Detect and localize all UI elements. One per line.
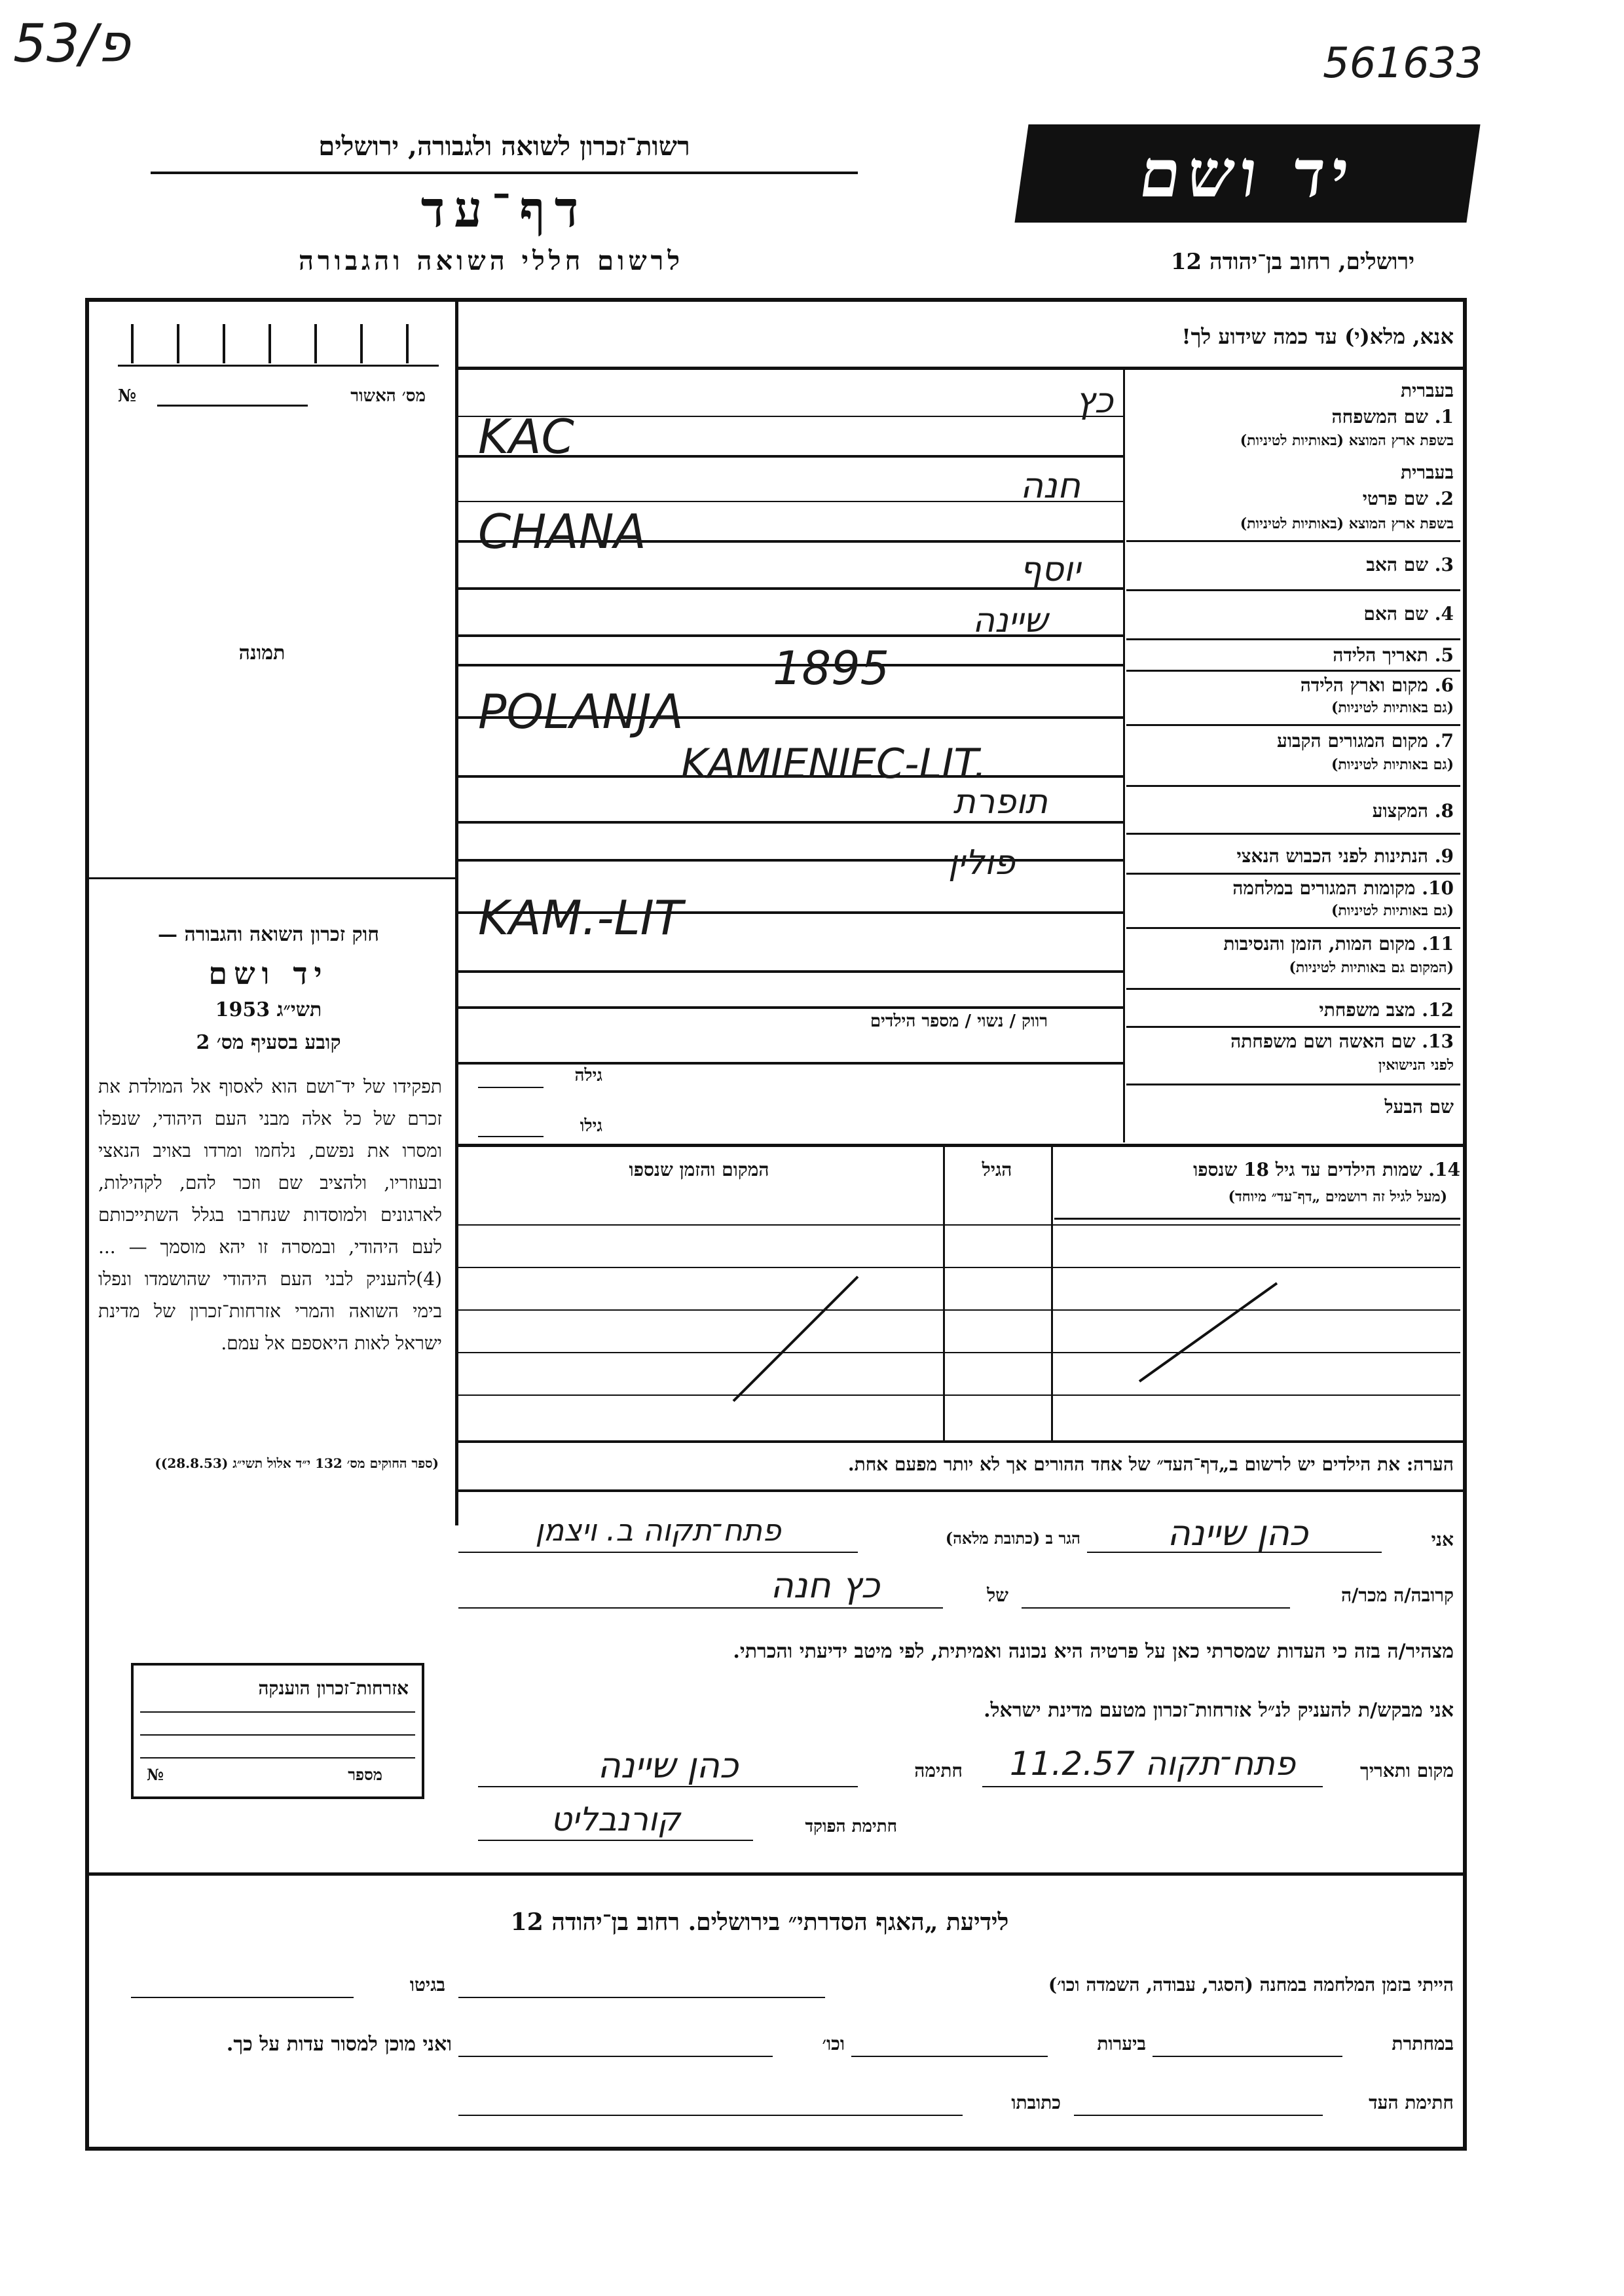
surname-latin-value: KAC bbox=[478, 409, 574, 464]
field-12 bbox=[1126, 988, 1460, 1026]
field-2-hebrew-tag: בעברית bbox=[1400, 462, 1454, 483]
approval-number-suffix: № bbox=[118, 386, 137, 406]
field-5-num: 5. bbox=[1434, 644, 1454, 666]
field-10-num: 10. bbox=[1422, 877, 1454, 899]
file-reference-note: 53/פ bbox=[13, 13, 130, 74]
stamp-number-label: מספר bbox=[348, 1765, 382, 1784]
father-name-value: יוסף bbox=[1020, 550, 1080, 589]
field-6-label: מקום וארץ הלידה bbox=[1300, 674, 1429, 696]
field-8-num: 8. bbox=[1434, 800, 1454, 822]
law-year-hebrew: תשי״ג bbox=[276, 998, 322, 1021]
bottom-willing-testify: ואני מוכן למסור עדות על כך. bbox=[226, 2033, 452, 2056]
children-section-label: שמות הילדים עד גיל 18 שנספו bbox=[1193, 1159, 1422, 1180]
declaration-text: מצהיר/ה בזה כי העדות שמסרתי כאן על פרטיה היא נכונה ואמיתית, לפי מיטב ידיעתי והכרתי. bbox=[733, 1640, 1454, 1663]
field-9-num: 9. bbox=[1434, 845, 1454, 867]
field-5-label: תאריך הלידה bbox=[1333, 644, 1429, 666]
field-5 bbox=[1126, 638, 1460, 670]
field-13-num: 13. bbox=[1422, 1030, 1454, 1052]
approval-number-label: מס׳ האשור bbox=[350, 386, 426, 406]
field-husband-label: שם הבעל bbox=[1384, 1096, 1454, 1118]
witness-address-label: כתובתו bbox=[1011, 2092, 1061, 2113]
form-title: דף־עד bbox=[420, 180, 588, 238]
field-3 bbox=[1126, 540, 1460, 589]
header-address: ירושלים, רחוב בן־יהודה 12 bbox=[1170, 249, 1414, 275]
field-7 bbox=[1126, 724, 1460, 785]
citizenship-granted-box bbox=[131, 1663, 424, 1799]
field-7-sub: (גם באותיות לטיניות) bbox=[1331, 756, 1454, 773]
signature-value: כהן שיינה bbox=[597, 1745, 739, 1786]
field-11-label: מקום המות, הזמן והנסיבות bbox=[1223, 933, 1416, 955]
field-1-label: שם המשפחה bbox=[1331, 406, 1429, 428]
org-name: רשות־זכרון לשואה ולגבורה, ירושלים bbox=[318, 131, 690, 162]
birth-place-value: POLANJA bbox=[478, 684, 684, 739]
wife-age-label: גילה bbox=[574, 1066, 602, 1085]
citizenship-value: פולין bbox=[948, 843, 1015, 883]
law-year bbox=[98, 998, 439, 1021]
declarant-residence-value: פתח־תקוה ב. ויצמן bbox=[535, 1512, 781, 1548]
form-heading: אנא, מלא(י) עד כמה שידוע לך! bbox=[1181, 324, 1454, 349]
wartime-residence-value: KAM.-LIT bbox=[478, 890, 683, 945]
field-4-label: שם האם bbox=[1363, 603, 1429, 625]
field-6 bbox=[1126, 670, 1460, 724]
children-section-sub: (מעל לגיל זה רושמים „דף־עד״ מיוחד) bbox=[1228, 1188, 1447, 1205]
place-date-value: פתח־תקוה 11.2.57 bbox=[1009, 1745, 1296, 1783]
place-date-label: מקום ותאריך bbox=[1359, 1760, 1454, 1781]
citizenship-granted-title: אזרחות־זכרון הוענקה bbox=[258, 1677, 409, 1699]
field-13-sub: לפני הנישואין bbox=[1378, 1057, 1454, 1074]
field-10-label: מקומות המגורים במלחמה bbox=[1232, 877, 1416, 899]
signature-label: חתימה bbox=[914, 1760, 963, 1781]
field-4 bbox=[1126, 589, 1460, 638]
form-subtitle: לרשום חללי השואה והגבורה bbox=[298, 246, 684, 276]
officer-signature-value: קורנבליט bbox=[550, 1800, 681, 1838]
yad-vashem-logo bbox=[1014, 124, 1480, 223]
field-2 bbox=[1126, 455, 1460, 540]
field-7-num: 7. bbox=[1434, 730, 1454, 752]
field-8 bbox=[1126, 785, 1460, 833]
bottom-etc-label: וכו׳ bbox=[822, 2033, 845, 2054]
field-12-label: מצב משפחתי bbox=[1319, 999, 1416, 1021]
approval-boxes bbox=[118, 324, 439, 367]
of-label: של bbox=[987, 1584, 1008, 1606]
officer-signature-label: חתימת הפוקד bbox=[805, 1817, 897, 1836]
bottom-section-title: לידיעת „האגף הסדרתי״ בירושלים. רחוב בן־יהודה 12 bbox=[510, 1908, 1009, 1936]
law-year-number: 1953 bbox=[215, 998, 270, 1021]
mother-name-value: שיינה bbox=[972, 601, 1048, 640]
bottom-forests-label: ביערות bbox=[1097, 2033, 1146, 2054]
field-1-sub: בשפת ארץ המוצא (באותיות לטיניות) bbox=[1240, 432, 1454, 449]
given-name-latin-value: CHANA bbox=[478, 504, 646, 559]
field-8-label: המקצוע bbox=[1372, 800, 1429, 822]
relative-label: קרובה/ה מכר/ה bbox=[1341, 1584, 1454, 1606]
declarant-residence-label: הגר ב (כתובת מלאה) bbox=[945, 1529, 1080, 1548]
children-section-title bbox=[1054, 1159, 1460, 1181]
deceased-name-ref-value: כץ חנה bbox=[770, 1565, 880, 1606]
field-husband bbox=[1126, 1084, 1460, 1125]
given-name-hebrew-value: חנה bbox=[1020, 465, 1080, 506]
children-section-num: 14. bbox=[1428, 1159, 1460, 1180]
field-4-num: 4. bbox=[1434, 603, 1454, 625]
field-9 bbox=[1126, 833, 1460, 873]
marital-status-options: רווק / נשוי / מספר הילדים bbox=[870, 1011, 1048, 1031]
field-1-hebrew-tag: בעברית bbox=[1400, 380, 1454, 401]
field-6-sub: (גם באותיות לטיניות) bbox=[1331, 699, 1454, 716]
children-strike-marks bbox=[720, 1264, 1375, 1427]
stamp-number-suffix: № bbox=[147, 1765, 164, 1784]
law-clause: קובע בסעיף מס׳ 2 bbox=[196, 1031, 341, 1054]
bottom-line1-text: הייתי בזמן המלחמה במחנה (הסגר, עבודה, השמדה וכו׳) bbox=[1048, 1974, 1454, 1995]
field-11-sub: (המקום גם באותיות לטיניות) bbox=[1289, 959, 1454, 976]
field-2-label: שם פרטי bbox=[1362, 488, 1429, 509]
field-7-label: מקום המגורים הקבוע bbox=[1277, 730, 1429, 752]
law-title: חוק זכרון השואה והגבורה — bbox=[158, 923, 379, 946]
photo-label: תמונה bbox=[238, 642, 286, 665]
field-2-sub: בשפת ארץ המוצא (באותיות לטיניות) bbox=[1240, 515, 1454, 532]
field-6-num: 6. bbox=[1434, 674, 1454, 696]
bottom-line1-ghetto: בגיטו bbox=[409, 1974, 445, 1995]
children-age-header: הגיל bbox=[982, 1159, 1012, 1180]
law-source: (ספר החוקים מס׳ 132 י״ד אלול תשי״ג (28.8.53)) bbox=[155, 1455, 439, 1471]
field-12-num: 12. bbox=[1422, 999, 1454, 1021]
record-number-note: 561633 bbox=[1323, 39, 1483, 88]
witness-signature-label: חתימת העד bbox=[1369, 2092, 1454, 2113]
law-body: תפקידו של יד־ושם הוא לאסוף אל המולדת את זכרם של כל אלה מבני העם היהודי, שנפלו ומסרו את נפשם, נלחמו ומרדו באויב הנאצי ובעוזריו, ולהציב שם וזכר להם, לקהילות, לארגונים ולמוסדות שנחרבו בגלל השתייכותם לעם היהודי, ובמסרה זו יהא מוסמך — ...(4)להעניק לבני העם היהודי שהושמדו ונפלו בימי השואה והמרי אזרחות־זכרון של מדינת ישראל לאות היאספם אל עמם. bbox=[98, 1076, 442, 1354]
field-9-label: הנתינות לפני הכבוש הנאצי bbox=[1236, 845, 1429, 867]
bottom-underground-label: במחתרת bbox=[1392, 2033, 1454, 2054]
field-2-num: 2. bbox=[1434, 488, 1454, 509]
law-name: יד ושם bbox=[208, 956, 329, 991]
surname-hebrew-value: כץ bbox=[1075, 380, 1113, 421]
occupation-value: תופרת bbox=[953, 782, 1048, 822]
field-11-num: 11. bbox=[1422, 933, 1454, 955]
field-13-label: שם האשה ושם משפחתה bbox=[1230, 1030, 1416, 1052]
residence-value: KAMIENIEC-LIT. bbox=[681, 740, 987, 788]
husband-age-label: גילו bbox=[580, 1116, 602, 1136]
field-13 bbox=[1126, 1026, 1460, 1084]
logo-text: יד ושם bbox=[1134, 135, 1361, 212]
field-3-label: שם האב bbox=[1366, 554, 1429, 575]
declarant-name-value: כהן שיינה bbox=[1167, 1512, 1308, 1554]
field-10-sub: (גם באותיות לטיניות) bbox=[1331, 902, 1454, 919]
citizenship-request-text: אני מבקש/ת להעניק לנ״ל אזרחות־זכרון מטעם מדינת ישראל. bbox=[984, 1699, 1454, 1722]
birth-date-value: 1895 bbox=[773, 642, 890, 695]
field-11 bbox=[1126, 927, 1460, 988]
declarant-i-label: אני bbox=[1431, 1529, 1454, 1550]
field-1 bbox=[1126, 376, 1460, 455]
field-3-num: 3. bbox=[1434, 554, 1454, 575]
field-1-num: 1. bbox=[1434, 406, 1454, 428]
field-10 bbox=[1126, 873, 1460, 927]
children-remark: הערה: את הילדים יש לרשום ב„דף־העד״ של אחד ההורים אך לא יותר מפעם אחת. bbox=[847, 1453, 1454, 1475]
children-place-header: המקום והזמן שנספו bbox=[629, 1159, 769, 1180]
